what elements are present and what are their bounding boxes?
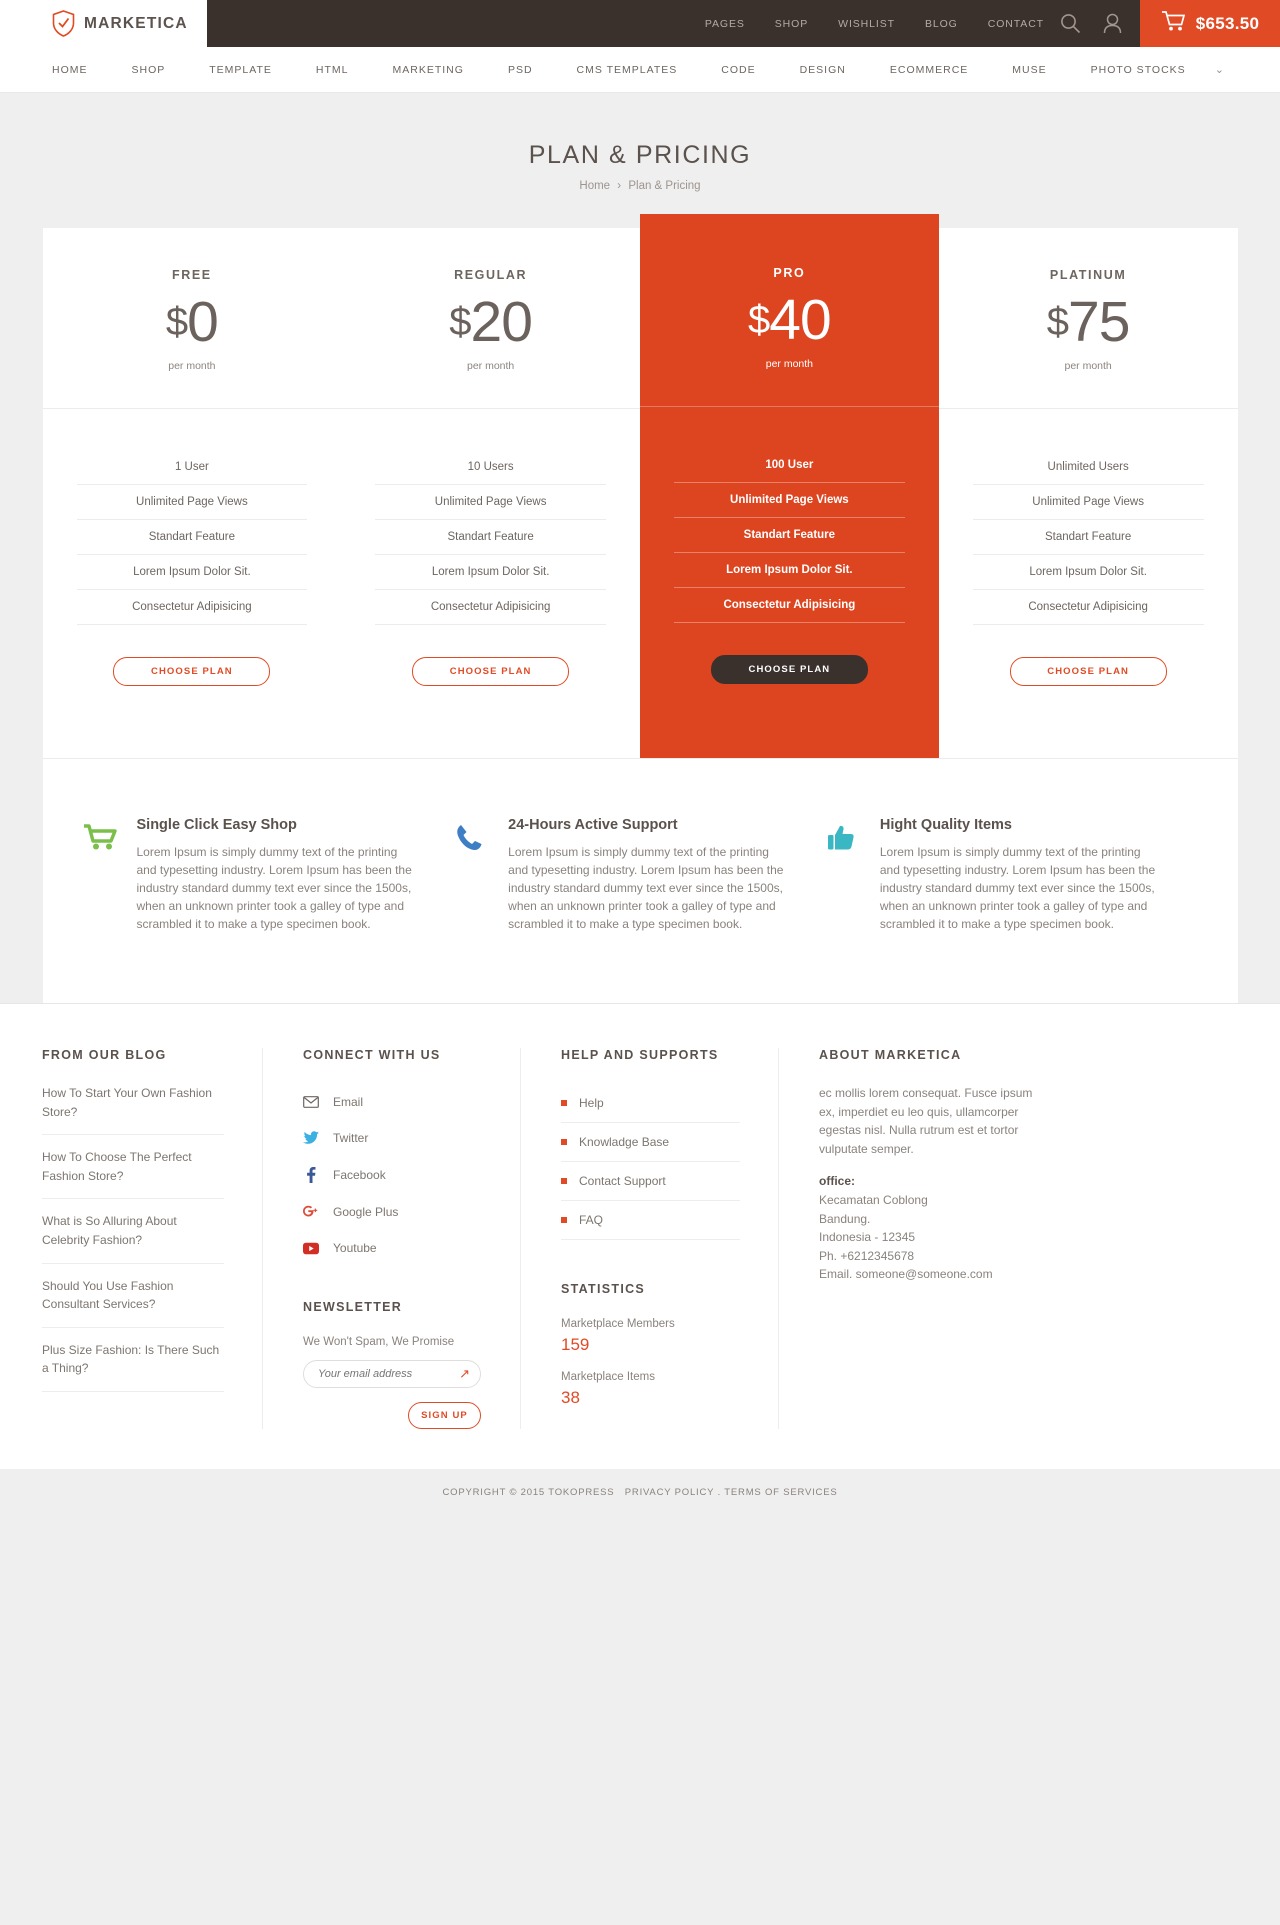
plan-feature: Unlimited Users	[973, 445, 1204, 485]
plan-feature: 100 User	[674, 443, 905, 483]
footer-blog-column	[0, 1048, 262, 1429]
plan-name: PRO	[773, 266, 806, 280]
top-nav-item-shop[interactable]: SHOP	[774, 17, 809, 30]
pricing-plan-free	[43, 228, 342, 758]
stat-value: 38	[561, 1388, 580, 1407]
plan-feature: Unlimited Page Views	[973, 485, 1204, 520]
cart-button[interactable]	[1140, 0, 1280, 47]
blog-post-link[interactable]: What is So Alluring About Celebrity Fashion?	[42, 1199, 224, 1263]
logo-text: MARKETICA	[84, 14, 188, 32]
social-link-facebook[interactable]	[303, 1156, 482, 1194]
plan-name: REGULAR	[454, 268, 528, 282]
nav-item-ecommerce[interactable]: ECOMMERCE	[889, 63, 969, 76]
shopping-cart-icon	[83, 817, 121, 933]
feature-item	[826, 817, 1198, 933]
thumbs-up-icon	[826, 817, 864, 933]
about-phone: Ph. +6212345678	[819, 1248, 915, 1263]
logo[interactable]	[0, 0, 207, 47]
plan-feature: Consectetur Adipisicing	[375, 590, 606, 625]
plan-features	[43, 409, 342, 625]
plan-header	[640, 214, 939, 407]
footer-heading-newsletter: NEWSLETTER	[303, 1300, 403, 1314]
plan-feature: Standart Feature	[973, 520, 1204, 555]
plan-header	[341, 228, 640, 409]
bullet-square-icon	[561, 1217, 567, 1223]
plan-amount: 75	[1068, 290, 1130, 354]
feature-item	[83, 817, 455, 933]
about-email: Email. someone@someone.com	[819, 1267, 993, 1282]
social-label: Twitter	[333, 1131, 369, 1145]
nav-item-photo-stocks[interactable]: PHOTO STOCKS	[1090, 63, 1186, 76]
plan-price	[43, 290, 342, 354]
footer-connect-column	[262, 1048, 520, 1429]
email-icon	[303, 1096, 319, 1108]
help-label: FAQ	[579, 1213, 604, 1227]
plan-feature: Consectetur Adipisicing	[674, 588, 905, 623]
plan-feature: 1 User	[77, 445, 308, 485]
cart-icon	[1161, 10, 1186, 37]
nav-item-code[interactable]: CODE	[721, 63, 756, 76]
blog-post-link[interactable]: How To Start Your Own Fashion Store?	[42, 1084, 224, 1135]
plan-currency: $	[1046, 300, 1069, 344]
bullet-square-icon	[561, 1139, 567, 1145]
breadcrumb-home[interactable]: Home	[579, 180, 611, 192]
feature-text: Lorem Ipsum is simply dummy text of the printing and typesetting industry. Lorem Ipsum has been the industry standard dummy text ever since the 1500s, when an unknown printer took a galley of type and scrambled it to make a type specimen book.	[136, 845, 412, 931]
footer-about-column	[778, 1048, 1078, 1429]
social-link-youtube[interactable]	[303, 1230, 482, 1266]
newsletter-email-input[interactable]	[303, 1360, 481, 1388]
plan-features	[640, 407, 939, 623]
footer-heading: ABOUT MARKETICA	[819, 1048, 962, 1062]
breadcrumb-separator: ›	[617, 180, 622, 192]
newsletter-input-wrap	[303, 1360, 481, 1388]
blog-post-link[interactable]: Should You Use Fashion Consultant Services?	[42, 1264, 224, 1328]
plan-feature: Unlimited Page Views	[77, 485, 308, 520]
bullet-square-icon	[561, 1178, 567, 1184]
plan-cta-wrap	[939, 625, 1238, 746]
plan-cta-wrap	[640, 623, 939, 744]
plan-cta-wrap	[341, 625, 640, 746]
footer-help-column	[520, 1048, 778, 1429]
blog-post-link[interactable]: How To Choose The Perfect Fashion Store?	[42, 1135, 224, 1199]
stat-value: 159	[561, 1335, 590, 1354]
plan-feature: Unlimited Page Views	[375, 485, 606, 520]
phone-icon	[454, 817, 492, 933]
nav-item-marketing[interactable]: MARKETING	[392, 63, 464, 76]
youtube-icon	[303, 1242, 319, 1255]
feature-text: Lorem Ipsum is simply dummy text of the printing and typesetting industry. Lorem Ipsum has been the industry standard dummy text ever since the 1500s, when an unknown printer took a galley of type and scrambled it to make a type specimen book.	[508, 845, 784, 931]
top-icon-group	[1060, 0, 1140, 47]
plan-price	[640, 288, 939, 352]
choose-plan-button[interactable]: CHOOSE PLAN	[412, 657, 569, 686]
terms-of-services-link[interactable]: TERMS OF SERVICES	[724, 1487, 838, 1498]
social-label: Google Plus	[333, 1205, 399, 1219]
choose-plan-button[interactable]: CHOOSE PLAN	[113, 657, 270, 686]
plan-feature: Lorem Ipsum Dolor Sit.	[375, 555, 606, 590]
user-account-icon[interactable]	[1103, 13, 1122, 34]
help-label: Contact Support	[579, 1174, 666, 1188]
plan-feature: Lorem Ipsum Dolor Sit.	[77, 555, 308, 590]
twitter-icon	[303, 1131, 319, 1145]
nav-item-html[interactable]: HTML	[315, 63, 349, 76]
about-office-label: office:	[819, 1174, 855, 1189]
top-nav-item-pages[interactable]: PAGES	[704, 17, 745, 30]
search-icon[interactable]	[1060, 13, 1081, 34]
plan-price	[341, 290, 640, 354]
plan-amount: 40	[769, 288, 831, 352]
chevron-down-icon[interactable]: ⌄	[1214, 64, 1224, 76]
nav-item-template[interactable]: TEMPLATE	[209, 63, 272, 76]
plan-name: FREE	[172, 268, 212, 282]
about-text: ec mollis lorem consequat. Fusce ipsum ex, imperdiet eu leo quis, ullamcorper egestas nisl. Nulla rutrum est et tortor vulputate semper.	[819, 1086, 1033, 1156]
bullet-square-icon	[561, 1100, 567, 1106]
send-arrow-icon[interactable]: ↗	[459, 1366, 470, 1381]
stat-label: Marketplace Members	[561, 1318, 675, 1330]
main-nav	[0, 47, 1280, 93]
choose-plan-button[interactable]: CHOOSE PLAN	[711, 655, 868, 684]
feature-title: Single Click Easy Shop	[136, 817, 297, 833]
plan-period: per month	[1064, 360, 1112, 372]
help-link[interactable]	[561, 1084, 740, 1123]
top-nav-item-wishlist[interactable]: WISHLIST	[838, 17, 895, 30]
footer-heading: FROM OUR BLOG	[42, 1048, 167, 1062]
plan-feature: Lorem Ipsum Dolor Sit.	[973, 555, 1204, 590]
help-link[interactable]	[561, 1123, 740, 1162]
plan-currency: $	[449, 300, 471, 344]
about-address-line3: Indonesia - 12345	[819, 1230, 916, 1245]
feature-text: Lorem Ipsum is simply dummy text of the printing and typesetting industry. Lorem Ipsum has been the industry standard dummy text ever since the 1500s, when an unknown printer took a galley of type and scrambled it to make a type specimen book.	[879, 845, 1156, 931]
choose-plan-button[interactable]: CHOOSE PLAN	[1010, 657, 1167, 686]
pricing-plan-platinum	[939, 228, 1238, 758]
copyright-separator: .	[717, 1487, 722, 1498]
help-link[interactable]	[561, 1201, 740, 1240]
nav-item-muse[interactable]: MUSE	[1012, 63, 1047, 76]
plan-cta-wrap	[43, 625, 342, 746]
feature-item	[454, 817, 826, 933]
social-label: Email	[333, 1095, 364, 1109]
feature-title: 24-Hours Active Support	[508, 817, 678, 833]
plan-header	[43, 228, 342, 409]
page-header	[0, 93, 1280, 228]
plan-period: per month	[168, 360, 216, 372]
facebook-icon	[303, 1167, 319, 1183]
top-nav	[207, 0, 1060, 47]
top-nav-item-blog[interactable]: BLOG	[924, 17, 958, 30]
plan-feature: Standart Feature	[674, 518, 905, 553]
nav-item-home[interactable]: HOME	[52, 63, 88, 76]
plan-feature: Lorem Ipsum Dolor Sit.	[674, 553, 905, 588]
google-plus-icon	[303, 1205, 319, 1219]
pricing-plan-pro	[640, 214, 939, 758]
social-link-google-plus[interactable]	[303, 1194, 482, 1230]
plan-amount: 20	[470, 290, 532, 354]
nav-item-cms-templates[interactable]: CMS TEMPLATES	[576, 63, 678, 76]
top-bar	[0, 0, 1280, 47]
footer	[0, 1003, 1280, 1469]
social-link-twitter[interactable]	[303, 1120, 482, 1156]
social-link-email[interactable]	[303, 1084, 482, 1120]
plan-feature: Consectetur Adipisicing	[973, 590, 1204, 625]
pricing-panel	[43, 228, 1238, 1003]
shield-check-icon	[52, 10, 75, 37]
feature-title: Hight Quality Items	[879, 817, 1012, 833]
plan-name: PLATINUM	[1049, 268, 1127, 282]
plan-feature: Standart Feature	[375, 520, 606, 555]
plan-currency: $	[165, 300, 188, 344]
plan-feature: 10 Users	[375, 445, 606, 485]
footer-heading: CONNECT WITH US	[303, 1048, 441, 1062]
breadcrumb-current: Plan & Pricing	[628, 180, 701, 192]
plan-features	[939, 409, 1238, 625]
nav-item-psd[interactable]: PSD	[507, 63, 533, 76]
help-link[interactable]	[561, 1162, 740, 1201]
plan-period: per month	[765, 358, 814, 370]
newsletter-signup-button[interactable]: SIGN UP	[408, 1402, 481, 1429]
footer-heading-statistics: STATISTICS	[561, 1282, 646, 1296]
stat-label: Marketplace Items	[561, 1371, 655, 1383]
about-address-line1: Kecamatan Coblong	[819, 1192, 928, 1207]
feature-highlights	[43, 758, 1238, 1003]
social-label: Facebook	[333, 1168, 386, 1182]
about-address-line2: Bandung.	[819, 1211, 871, 1226]
plan-price	[939, 290, 1238, 354]
newsletter-subtitle: We Won't Spam, We Promise	[303, 1336, 455, 1348]
social-label: Youtube	[333, 1241, 377, 1255]
pricing-table	[43, 228, 1238, 758]
footer-heading: HELP AND SUPPORTS	[561, 1048, 719, 1062]
plan-header	[939, 228, 1238, 409]
blog-post-link[interactable]: Plus Size Fashion: Is There Such a Thing?	[42, 1328, 224, 1392]
plan-amount: 0	[187, 290, 218, 354]
about-office-block	[819, 1172, 1040, 1284]
copyright-text: COPYRIGHT © 2015 TOKOPRESS	[442, 1487, 615, 1498]
page-title: PLAN & PRICING	[528, 141, 752, 169]
privacy-policy-link[interactable]: PRIVACY POLICY	[624, 1487, 715, 1498]
copyright-bar	[0, 1469, 1280, 1520]
plan-features	[341, 409, 640, 625]
plan-feature: Standart Feature	[77, 520, 308, 555]
plan-currency: $	[748, 298, 770, 342]
plan-feature: Unlimited Page Views	[674, 483, 905, 518]
help-label: Knowladge Base	[579, 1135, 670, 1149]
breadcrumb	[0, 180, 1280, 192]
plan-feature: Consectetur Adipisicing	[77, 590, 308, 625]
plan-period: per month	[466, 360, 515, 372]
help-label: Help	[579, 1096, 604, 1110]
pricing-plan-regular	[341, 228, 640, 758]
nav-item-design[interactable]: DESIGN	[799, 63, 846, 76]
cart-total: $653.50	[1195, 13, 1260, 33]
nav-item-shop[interactable]: SHOP	[131, 63, 166, 76]
top-nav-item-contact[interactable]: CONTACT	[987, 17, 1044, 30]
